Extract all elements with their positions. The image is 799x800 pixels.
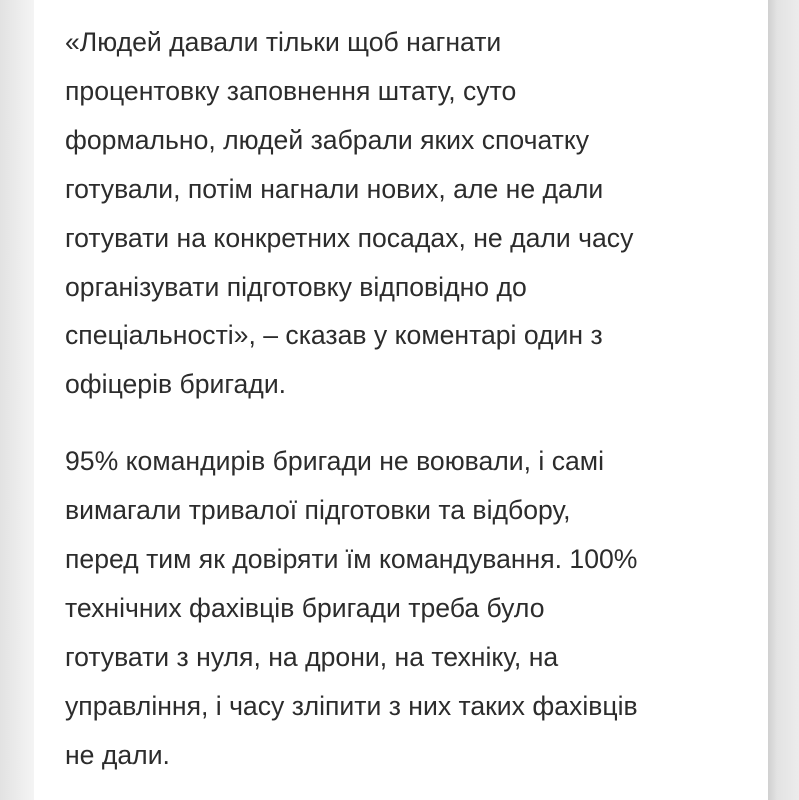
- article-paragraph-commanders: 95% командирів бригади не воювали, і самі вимагали тривалої підготовки та відбору, перед тим як довіряти їм командування. 100% технічних фахівців бригади треба було готувати з нуля, на дрони, на техніку, на управління, і часу зліпити з них таких фахівців не дали.: [65, 446, 638, 770]
- right-page-shadow: [768, 0, 799, 800]
- article-paragraph-quote: «Людей давали тільки щоб нагнати процентовку заповнення штату, суто формально, людей забрали яких спочатку готували, потім нагнали нових, але не дали готувати на конкретних посадах, не дали часу організувати підготовку відповідно до спеціальності», – сказав у коментарі один з офіцерів бригади.: [65, 27, 634, 400]
- article-body: [65, 18, 755, 780]
- left-page-shadow: [0, 0, 34, 800]
- article-page[interactable]: [34, 0, 768, 800]
